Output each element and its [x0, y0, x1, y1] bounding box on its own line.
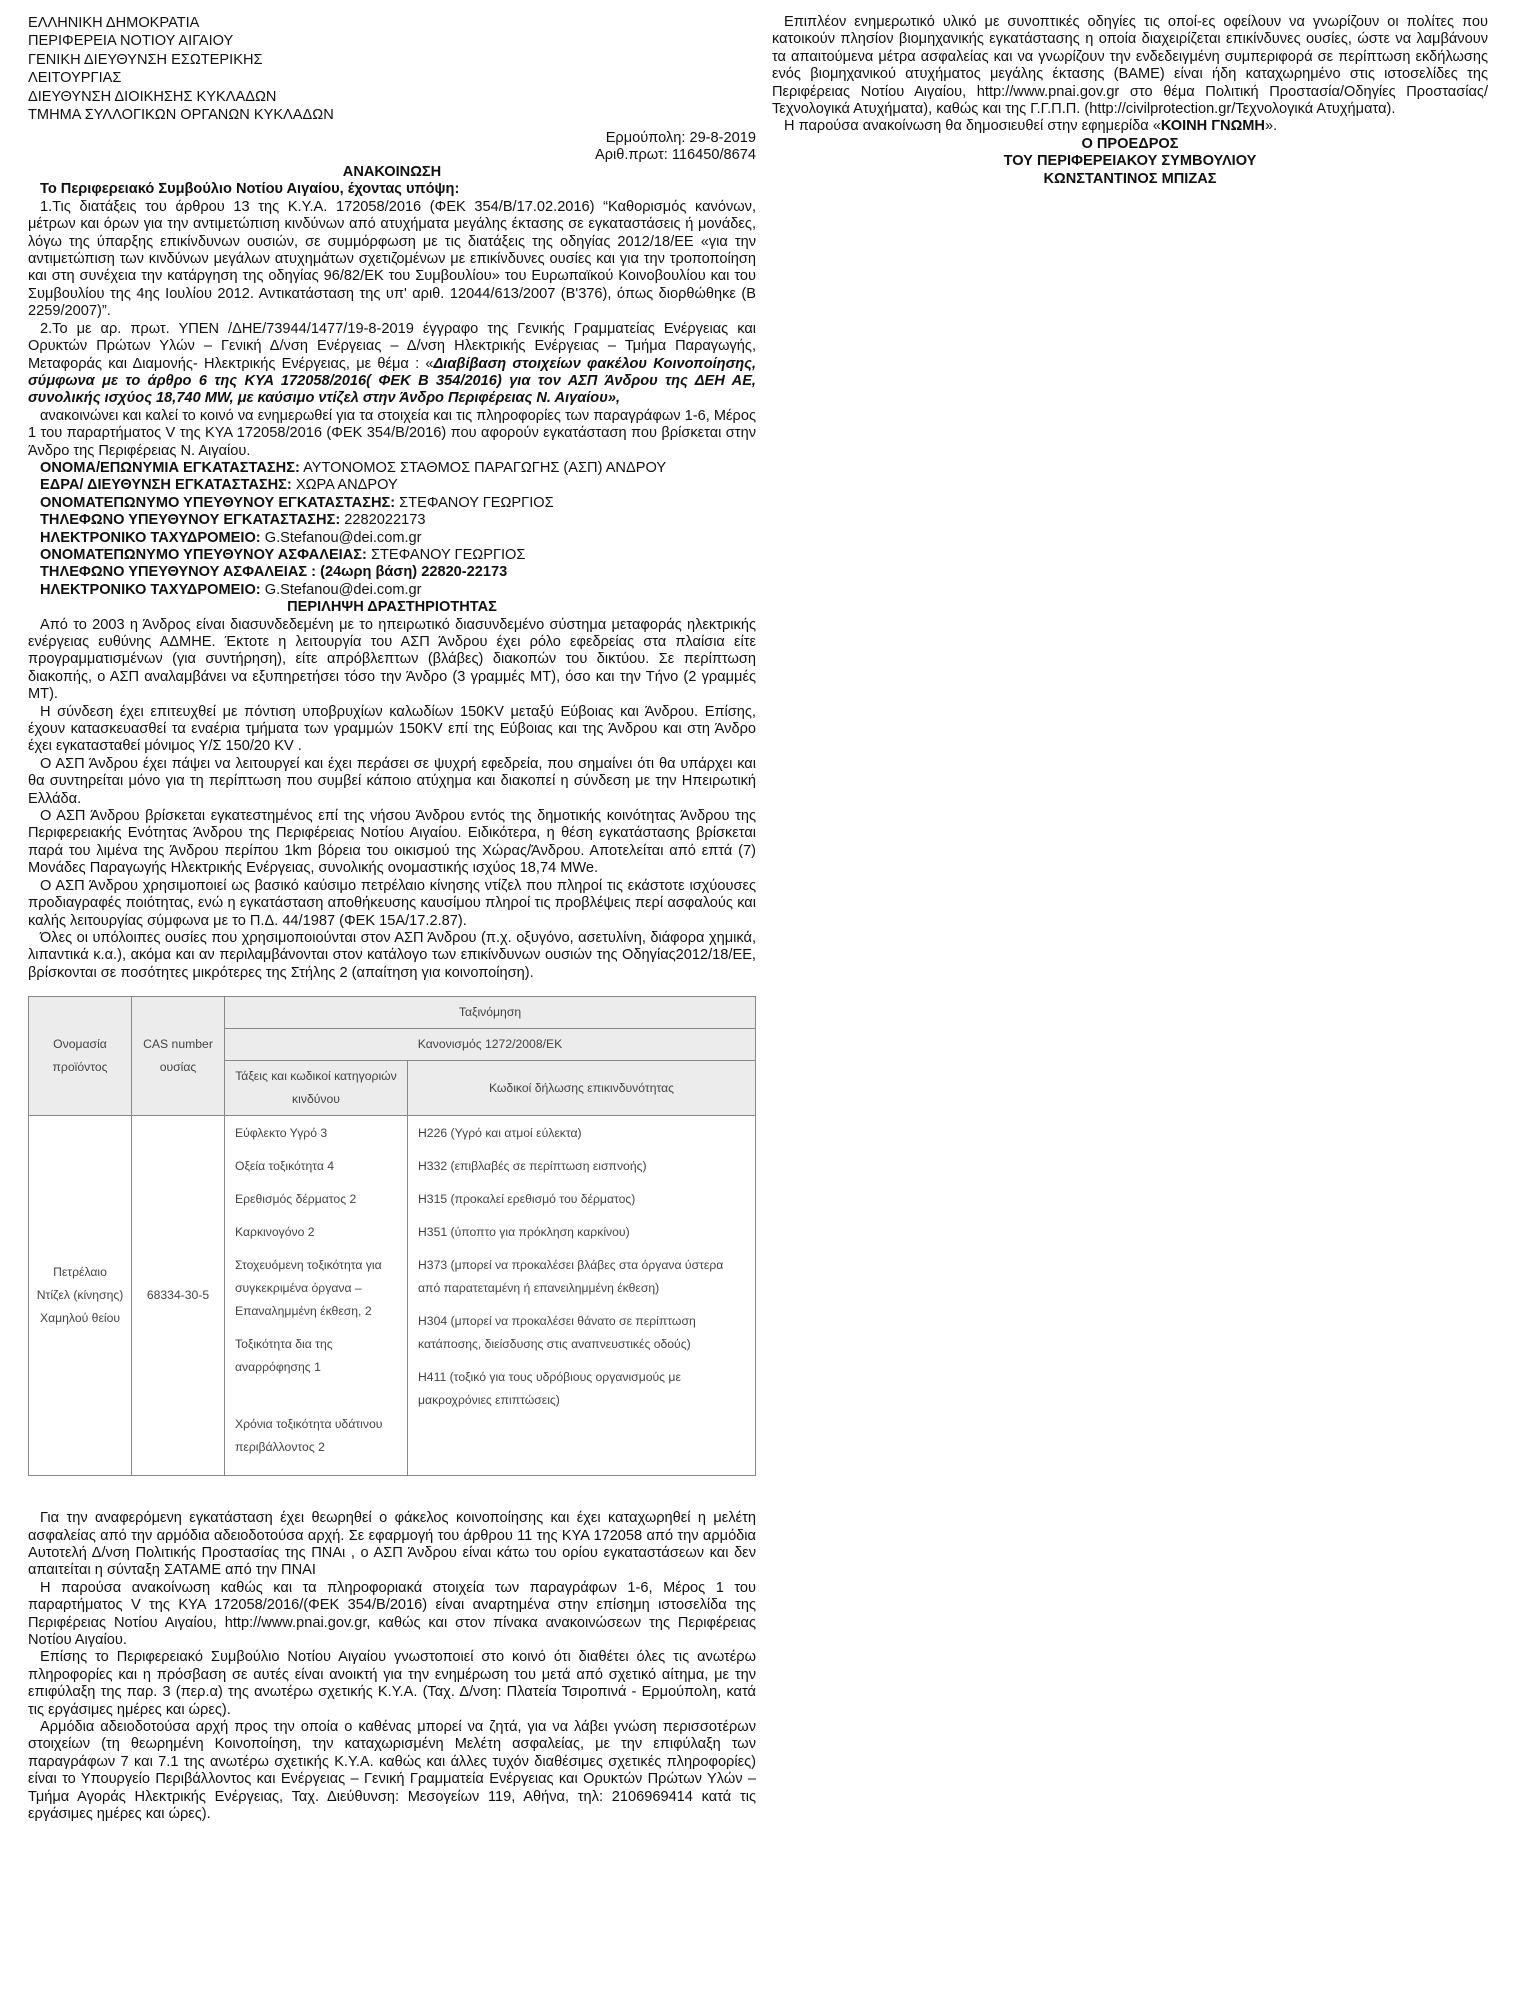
field-value: ΣΤΕΦΑΝΟΥ ΓΕΩΡΓΙΟΣ — [399, 494, 554, 511]
classification-table — [28, 996, 756, 1476]
point-1: 1.Τις διατάξεις του άρθρου 13 της Κ.Υ.Α. 172058/2016 (ΦΕΚ 354/Β/17.02.2016) “Καθορισμός κανόνων, μέτρων και όρων για την αντιμετώπιση κινδύνων από ατυχήματα μεγάλης έκτασης σε εγκαταστάσεις ή μονάδες, λόγω της ύπαρξης επικίνδυνων ουσιών, σε συμμόρφωση με τις διατάξεις της οδηγίας 2012/18/ΕΕ «για την αντιμετώπιση των κινδύνων μεγάλων ατυχημάτων σχετιζομένων με επικίνδυνες ουσίες και για την τροποποίηση και στη συνέχεια την κατάργηση της οδηγίας 96/82/ΕΚ του Συμβουλίου» του Ευρωπαϊκού Κοινοβουλίου και του Συμβουλίου της 4ης Ιουλίου 2012. Αντικατάσταση της υπ' αριθ. 12044/613/2007 (Β'376), όπως διορθώθηκε (Β 2259/2007)”. — [28, 198, 756, 320]
table-row — [29, 1116, 756, 1476]
field-row — [28, 547, 756, 564]
right-column — [772, 14, 1488, 188]
field-label: ΟΝΟΜΑΤΕΠΩΝΥΜΟ ΥΠΕΥΘΥΝΟΥ ΑΣΦΑΛΕΙΑΣ: — [40, 546, 367, 563]
publication-end: ». — [1264, 118, 1278, 135]
list-item: H304 (μπορεί να προκαλέσει θάνατο σε περίπτωση κατάποσης, διείσδυσης στις αναπνευστικές οδούς) — [418, 1314, 696, 1352]
point-2-text: 2.Το με αρ. πρωτ. ΥΠΕΝ /ΔΗΕ/73944/1477/19-8-2019 έγγραφο της Γενικής Γραμματείας Ενέργειας και Ορυκτών Πρώτων Υλών – Γενική Δ/νση Ενέργειας – Δ/νση Ηλεκτρικής Ενέργειας – Τμήμα Παραγωγής, Μεταφοράς και Διαμονής- Ηλεκτρικής Ενέργειας, με θέμα : « — [28, 320, 756, 372]
field-label: ΟΝΟΜΑ/ΕΠΩΝΥΜΙΑ ΕΓΚΑΤΑΣΤΑΣΗΣ: — [40, 459, 300, 476]
hazard-codes-cell — [408, 1116, 756, 1476]
header-regulation: Κανονισμός 1272/2008/ΕΚ — [225, 1029, 756, 1061]
header-line: ΔΙΕΥΘΥΝΣΗ ΔΙΟΙΚΗΣΗΣ ΚΥΚΛΑΔΩΝ — [28, 88, 277, 105]
field-label: ΟΝΟΜΑΤΕΠΩΝΥΜΟ ΥΠΕΥΘΥΝΟΥ ΕΓΚΑΤΑΣΤΑΣΗΣ: — [40, 494, 396, 511]
list-item: Τοξικότητα δια της αναρρόφησης 1 — [235, 1337, 333, 1375]
list-item: Οξεία τοξικότητα 4 — [235, 1159, 335, 1174]
list-item: Χρόνια τοξικότητα υδάτινου περιβάλλοντος 2 — [235, 1417, 383, 1455]
closing-paragraph: Για την αναφερόμενη εγκατάσταση έχει θεωρηθεί ο φάκελος κοινοποίησης και έχει καταχωρηθεί η μελέτη ασφαλείας από την αρμόδια αδειοδοτούσα αρχή. Σε εφαρμογή του άρθρου 11 της ΚΥΑ 172058 από την αρμόδια Αυτοτελή Δ/νση Πολιτικής Προστασίας της ΠΝΑι , ο ΑΣΠ Άνδρου είναι κάτω του ορίου εγκαταστάσεων και δεν απαιτείται η σύνταξη ΣΑΤΑΜΕ από την ΠΝΑΙ — [28, 1510, 756, 1579]
header-line: ΤΜΗΜΑ ΣΥΛΛΟΓΙΚΩΝ ΟΡΓΑΝΩΝ ΚΥΚΛΑΔΩΝ — [28, 107, 334, 124]
summary-paragraph: Όλες οι υπόλοιπες ουσίες που χρησιμοποιούνται στον ΑΣΠ Άνδρου (π.χ. οξυγόνο, ασετυλίνη, διάφορα χημικά, λιπαντικά κ.α.), ακόμα και αν περιλαμβάνονται στον κατάλογο των επικίνδυνων ουσιών της Οδηγίας2012/18/ΕΕ, βρίσκονται σε ποσότητες μικρότερες της Στήλης 2 (απαίτηση για κοινοποίηση). — [28, 929, 756, 981]
signature-body: ΤΟΥ ΠΕΡΙΦΕΡΕΙΑΚΟΥ ΣΥΜΒΟΥΛΙΟΥ — [1003, 153, 1257, 170]
cas-number-cell: 68334-30-5 — [132, 1116, 225, 1476]
field-value: 22820-22173 — [421, 564, 508, 581]
field-row — [28, 495, 756, 512]
info-paragraph: Επιπλέον ενημερωτικό υλικό με συνοπτικές οδηγίες τις οποί-ες οφείλουν να γνωρίζουν οι πολίτες που κατοικούν πλησίον βιομηχανικής εγκατάστασης η οποία διαχειρίζεται επικίνδυνες ουσίες, ώστε να λαμβάνουν τα απαιτούμενα μέτρα ασφαλείας και να γνωρίζουν την ενδεδειγμένη συμπεριφορά σε περίπτωση εκδήλωσης ενός βιομηχανικού ατυχήματος μεγάλης έκτασης (ΒΑΜΕ) είναι ήδη καταχωρημένο στις ιστοσελίδες της Περιφέρειας Νοτίου Αιγαίου, http://www.pnai.gov.gr στο θέμα Πολιτική Προστασία/Οδηγίες Προστασίας/Τεχνολογικά Ατυχήματα), καθώς και της Γ.Γ.Π.Π. (http://civilprotection.gr/Τεχνολογικά Ατυχήματα). — [772, 14, 1488, 118]
hazard-categories-cell — [225, 1116, 408, 1476]
header-line: ΓΕΝΙΚΗ ΔΙΕΥΘΥΝΣΗ ΕΣΩΤΕΡΙΚΗΣ — [28, 51, 263, 68]
header-line: ΕΛΛΗΝΙΚΗ ΔΗΜΟΚΡΑΤΙΑ — [28, 15, 200, 31]
summary-paragraph: Από το 2003 η Άνδρος είναι διασυνδεδεμένη με το ηπειρωτικό διασυνδεμένο σύστημα μεταφοράς ηλεκτρικής ενέργειας ευθύνης ΑΔΜΗΕ. Έκτοτε η λειτουργία του ΑΣΠ Άνδρου έχει ρόλο εφεδρείας στα πλαίσια είτε προγραμματισμένων (για συντήρηση), είτε απρόβλεπτων (βλάβες) διακοπών του δικτύου. Σε περίπτωση διακοπής, ο ΑΣΠ αναλαμβάνει να εξυπηρετήσει τόσο την Άνδρο (3 γραμμές ΜΤ), όσο και την Τήνο (2 γραμμές ΜΤ). — [28, 616, 756, 703]
list-item: H226 (Υγρό και ατμοί εύλεκτα) — [418, 1126, 582, 1141]
summary-paragraph: Η σύνδεση έχει επιτευχθεί με πόντιση υποβρυχίων καλωδίων 150KV μεταξύ Εύβοιας και Άνδρου. Επίσης, έχουν κατασκευασθεί τα εναέρια τμήματα των γραμμών 150KV επί της Εύβοιας και της Άνδρου και στη Άνδρο έχει εγκατασταθεί μόνιμος Υ/Σ 150/20 KV . — [28, 703, 756, 755]
field-value: ΧΩΡΑ ΑΝΔΡΟΥ — [295, 477, 398, 494]
closing-paragraph: Αρμόδια αδειοδοτούσα αρχή προς την οποία ο καθένας μπορεί να ζητά, για να λάβει γνώση περισσοτέρων στοιχείων (τη θεωρημένη Κοινοποίηση, την καταχωρισμένη Μελέτη ασφαλείας, με την επιφύλαξη των παραγράφων 7 και 7.1 της ανωτέρω σχετικής Κ.Υ.Α. καθώς και άλλες τυχόν διαθέσιμες σχετικές πληροφορίες) είναι το Υπουργείο Περιβάλλοντος και Ενέργειας – Γενική Γραμματεία Ενέργειας και Ορυκτών Πρώτων Υλών – Τμήμα Αγοράς Ηλεκτρικής Ενέργειας, Ταχ. Διεύθυνση: Μεσογείων 119, Αθήνα, τηλ: 2106969414 κατά τις εργάσιμες ημέρες και ώρες). — [28, 1719, 756, 1823]
list-item: Ερεθισμός δέρματος 2 — [235, 1192, 357, 1207]
field-value: G.Stefanou@dei.com.gr — [264, 529, 422, 546]
summary-title: ΠΕΡΙΛΗΨΗ ΔΡΑΣΤΗΡΙΟΤΗΤΑΣ — [287, 599, 497, 616]
field-value: ΣΤΕΦΑΝΟΥ ΓΕΩΡΓΙΟΣ — [370, 546, 526, 563]
field-label: ΤΗΛΕΦΩΝΟ ΥΠΕΥΘΥΝΟΥ ΑΣΦΑΛΕΙΑΣ : (24ωρη βάση) — [40, 564, 418, 581]
closing-section — [28, 1510, 756, 1823]
list-item: H411 (τοξικό για τους υδρόβιους οργανισμούς με μακροχρόνιες επιπτώσεις) — [418, 1370, 681, 1408]
publication-text: Η παρούσα ανακοίνωση θα δημοσιευθεί στην εφημερίδα « — [784, 118, 1161, 135]
protocol-number: Αριθ.πρωτ: 116450/8674 — [594, 147, 756, 164]
field-label: ΗΛΕΚΤΡΟΝΙΚΟ ΤΑΧΥΔΡΟΜΕΙΟ: — [40, 581, 261, 598]
field-label: ΕΔΡΑ/ ΔΙΕΥΘΥΝΣΗ ΕΓΚΑΤΑΣΤΑΣΗΣ: — [40, 477, 292, 494]
left-column — [28, 14, 756, 1823]
publication-paragraph — [772, 118, 1488, 135]
list-item: H373 (μπορεί να προκαλέσει βλάβες στα όργανα ύστερα από παρατεταμένη ή επανειλημμένη έκθεση) — [418, 1258, 724, 1296]
issuer-header — [28, 14, 756, 124]
closing-paragraph: Επίσης το Περιφερειακό Συμβούλιο Νοτίου Αιγαίου γνωστοποιεί στο κοινό ότι διαθέτει όλες τις ανωτέρω πληροφορίες και η πρόσβαση σε αυτές είναι ανοικτή για την ενημέρωση του μετά από σχετικό αίτημα, με την επιφύλαξη της παρ. 3 (περ.α) της ανωτέρω σχετικής Κ.Υ.Α. (Ταχ. Δ/νση: Πλατεία Τσιροπινά - Ερμούπολη, κατά τις εργάσιμες ημέρες και ώρες). — [28, 1649, 756, 1718]
field-row — [28, 530, 756, 547]
list-item: H351 (ύποπτο για πρόκληση καρκίνου) — [418, 1225, 630, 1240]
list-item: H332 (επιβλαβές σε περίπτωση εισπνοής) — [418, 1159, 647, 1174]
document-title: ΑΝΑΚΟΙΝΩΣΗ — [342, 164, 442, 181]
installation-fields — [28, 460, 756, 599]
document-meta — [28, 130, 756, 164]
header-line: ΠΕΡΙΦΕΡΕΙΑ ΝΟΤΙΟΥ ΑΙΓΑΙΟΥ — [28, 33, 234, 50]
summary-paragraph: Ο ΑΣΠ Άνδρου έχει πάψει να λειτουργεί και έχει περάσει σε ψυχρή εφεδρεία, που σημαίνει ότι θα υπάρχει και θα συντηρείται μόνο για τη περίπτωση που συμβεί κάποιο ατύχημα και διακοπεί η σύνδεση με την Ηπειρωτική Ελλάδα. — [28, 755, 756, 807]
point-2-subject: Διαβίβαση στοιχείων φακέλου Κοινοποίησης, σύμφωνα με το άρθρο 6 της ΚΥΑ 172058/2016( ΦΕΚ Β 354/2016) για τον ΑΣΠ Άνδρου της ΔΕΗ ΑΕ, συνολικής ισχύος 18,740 MW, με καύσιμο ντίζελ στην Άνδρο Περιφέρειας Ν. Αιγαίου», — [28, 355, 756, 407]
summary-paragraph: Ο ΑΣΠ Άνδρου χρησιμοποιεί ως βασικό καύσιμο πετρέλαιο κίνησης ντίζελ που πληροί τις εκάστοτε ισχύουσες προδιαγραφές ποιότητας, ενώ η εγκατάσταση αποθήκευσης καυσίμου πληροί τις προβλέψεις περί ασφαλούς και καλής λειτουργίας σύμφωνα με το Π.Δ. 44/1987 (ΦΕΚ 15Α/17.2.87). — [28, 877, 756, 929]
header-classification: Ταξινόμηση — [225, 997, 756, 1029]
field-row — [28, 564, 756, 581]
field-row — [28, 512, 756, 529]
header-cas-number: CAS number ουσίας — [132, 997, 225, 1116]
header-line: ΛΕΙΤΟΥΡΓΙΑΣ — [28, 70, 122, 87]
field-value: ΑΥΤΟΝΟΜΟΣ ΣΤΑΘΜΟΣ ΠΑΡΑΓΩΓΗΣ (ΑΣΠ) ΑΝΔΡΟΥ — [303, 459, 667, 476]
field-label: ΤΗΛΕΦΩΝΟ ΥΠΕΥΘΥΝΟΥ ΕΓΚΑΤΑΣΤΑΣΗΣ: — [40, 512, 341, 529]
field-value: G.Stefanou@dei.com.gr — [264, 581, 422, 598]
list-item: Καρκινογόνο 2 — [235, 1225, 315, 1240]
list-item: H315 (προκαλεί ερεθισμό του δέρματος) — [418, 1192, 636, 1207]
closing-paragraph: Η παρούσα ανακοίνωση καθώς και τα πληροφοριακά στοιχεία των παραγράφων 1-6, Μέρος 1 του παραρτήματος V της ΚΥΑ 172058/2016/(ΦΕΚ 354/Β/2016) είναι αναρτημένα στην επίσημη ιστοσελίδα της Περιφέρειας Νοτίου Αιγαίου, http://www.pnai.gov.gr, καθώς και στον πίνακα ανακοινώσεων της Περιφέρειας Νοτίου Αιγαίου. — [28, 1579, 756, 1648]
header-product-name: Ονομασία προϊόντος — [29, 997, 132, 1116]
field-value: 2282022173 — [344, 512, 426, 529]
summary-paragraph: Ο ΑΣΠ Άνδρου βρίσκεται εγκατεστημένος επί της νήσου Άνδρου εντός της δημοτικής κοινότητας Άνδρου της Περιφερειακής Ενότητας Άνδρου της Περιφέρειας Νοτίου Αιγαίου. Ειδικότερα, η θέση εγκατάστασης βρίσκεται παρά του λιμένα της Άνδρου περίπου 1km βόρεια του οικισμού της Χώρας/Άνδρου. Αποτελείται από επτά (7) Μονάδες Παραγωγής Ηλεκτρικής Ενέργειας, συνολικής ονομαστικής ισχύος 18,74 MWe. — [28, 808, 756, 877]
announcement-text: ανακοινώνει και καλεί το κοινό να ενημερωθεί για τα στοιχεία και τις πληροφορίες των παραγράφων 1-6, Μέρος 1 του παραρτήματος V της ΚΥΑ 172058/2016 (ΦΕΚ 354/Β/2016) που αφορούν εγκατάσταση που βρίσκεται στην Άνδρο της Περιφέρειας Ν. Αιγαίου. — [28, 407, 756, 459]
header-hazard-categories: Τάξεις και κωδικοί κατηγοριών κινδύνου — [225, 1061, 408, 1116]
list-item: Στοχευόμενη τοξικότητα για συγκεκριμένα όργανα – Επαναλημμένη έκθεση, 2 — [235, 1258, 382, 1319]
point-2 — [28, 321, 756, 408]
product-name-cell: Πετρέλαιο Ντίζελ (κίνησης) Χαμηλού θείου — [29, 1116, 132, 1476]
signature-title: Ο ΠΡΟΕΔΡΟΣ — [1081, 135, 1179, 152]
place-date: Ερμούπολη: 29-8-2019 — [605, 130, 756, 147]
signature-name: ΚΩΝΣΤΑΝΤΙΝΟΣ ΜΠΙΖΑΣ — [1043, 170, 1217, 187]
field-row — [28, 582, 756, 599]
header-hazard-codes: Κωδικοί δήλωσης επικινδυνότητας — [408, 1061, 756, 1116]
field-row — [28, 460, 756, 477]
newspaper-name: ΚΟΙΝΗ ΓΝΩΜΗ — [1160, 118, 1265, 135]
list-item: Εύφλεκτο Υγρό 3 — [235, 1126, 328, 1141]
intro-line: Το Περιφερειακό Συμβούλιο Νοτίου Αιγαίου, έχοντας υπόψη: — [40, 181, 460, 198]
field-label: ΗΛΕΚΤΡΟΝΙΚΟ ΤΑΧΥΔΡΟΜΕΙΟ: — [40, 529, 261, 546]
field-row — [28, 477, 756, 494]
signature-block — [772, 136, 1488, 188]
